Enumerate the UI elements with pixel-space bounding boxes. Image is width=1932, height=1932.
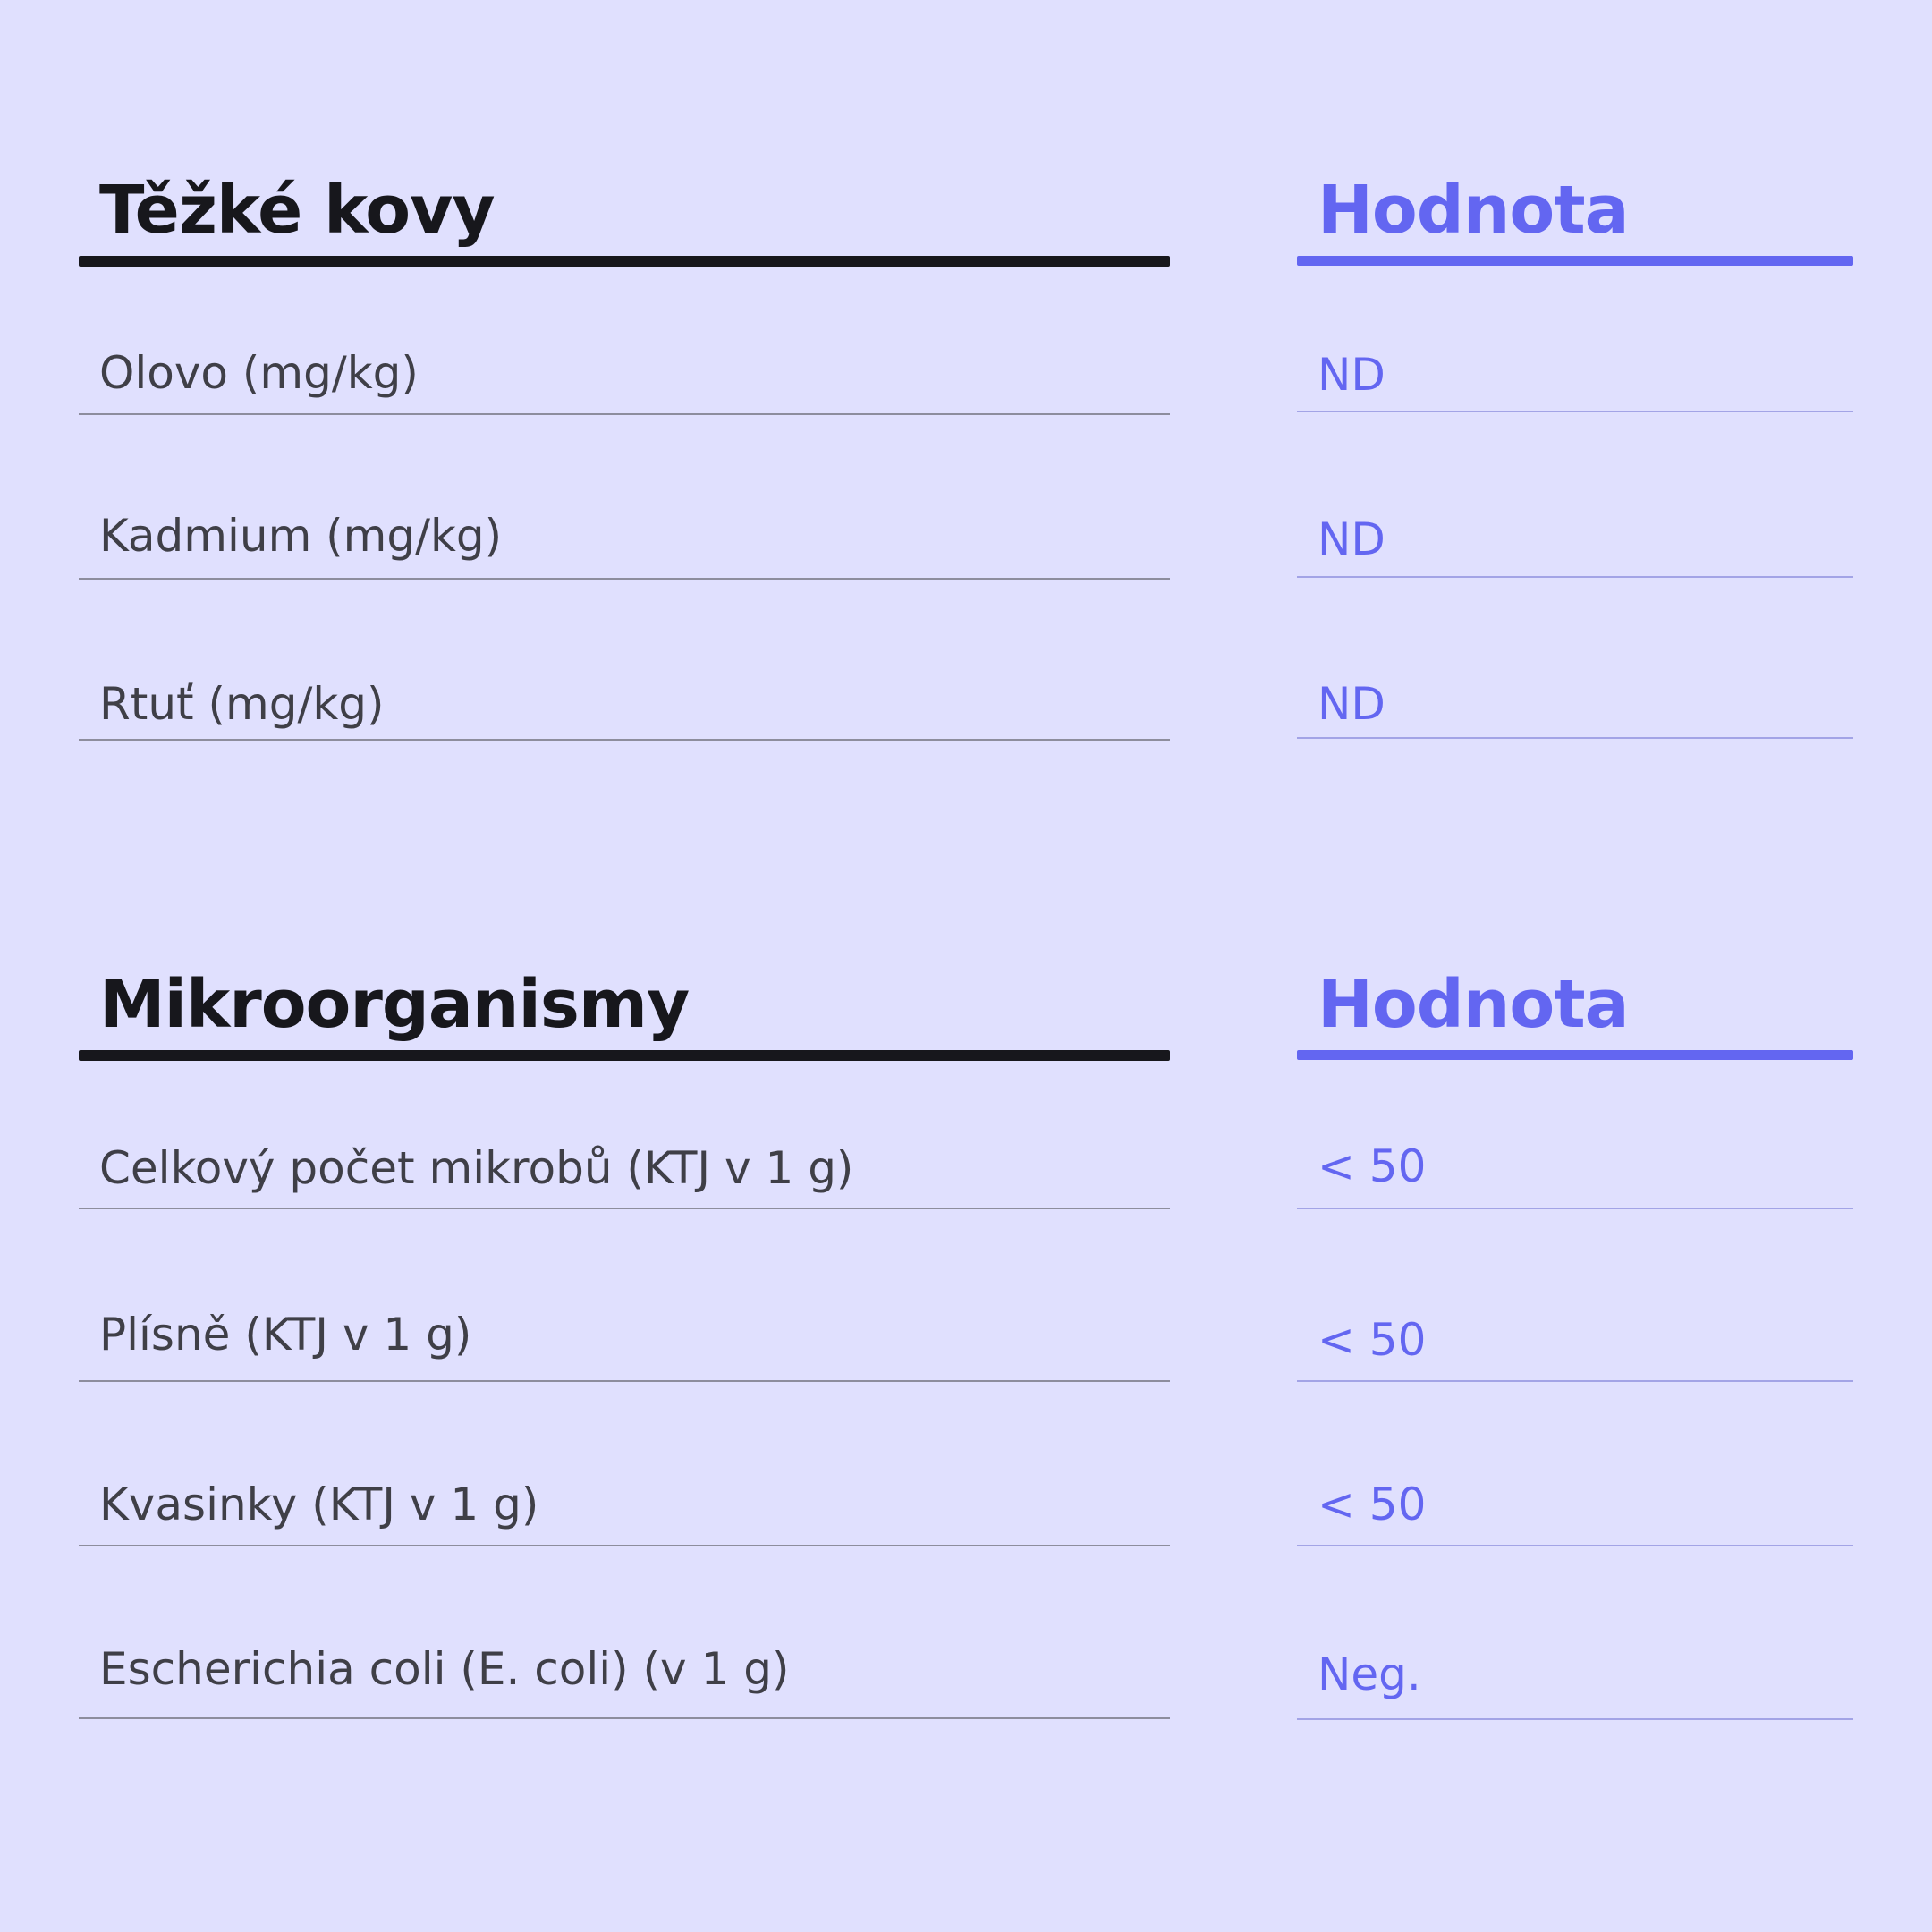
row-value-divider — [1297, 1718, 1853, 1720]
value-column-title: Hodnota — [1318, 966, 1629, 1043]
heavy-metals-header — [79, 0, 1170, 268]
row-divider — [79, 413, 1170, 415]
row-value-divider — [1297, 1380, 1853, 1382]
row-value-divider — [1297, 737, 1853, 739]
row-value: < 50 — [1318, 1479, 1427, 1530]
row-value: Neg. — [1318, 1648, 1421, 1700]
heavy-metals-value-header — [1297, 0, 1853, 268]
row-divider — [79, 578, 1170, 580]
section-title: Těžké kovy — [99, 172, 495, 249]
row-label: Escherichia coli (E. coli) (v 1 g) — [99, 1643, 790, 1695]
value-header-divider — [1297, 1050, 1853, 1060]
row-value-divider — [1297, 1545, 1853, 1546]
header-divider — [79, 256, 1170, 267]
value-header-divider — [1297, 256, 1853, 266]
row-divider — [79, 1380, 1170, 1382]
row-value-divider — [1297, 576, 1853, 578]
row-value-divider — [1297, 1208, 1853, 1209]
row-label: Rtuť (mg/kg) — [99, 678, 385, 730]
section-title: Mikroorganismy — [99, 966, 690, 1043]
row-label: Kvasinky (KTJ v 1 g) — [99, 1479, 539, 1530]
row-divider — [79, 739, 1170, 741]
microorganisms-header — [79, 794, 1170, 1063]
row-value-divider — [1297, 411, 1853, 412]
row-label: Plísně (KTJ v 1 g) — [99, 1309, 472, 1360]
row-label: Celkový počet mikrobů (KTJ v 1 g) — [99, 1142, 854, 1194]
row-divider — [79, 1208, 1170, 1209]
row-value: ND — [1318, 349, 1385, 401]
row-value: ND — [1318, 678, 1385, 730]
row-label: Kadmium (mg/kg) — [99, 510, 503, 562]
header-divider — [79, 1050, 1170, 1061]
row-divider — [79, 1717, 1170, 1719]
row-value: < 50 — [1318, 1140, 1427, 1192]
row-label: Olovo (mg/kg) — [99, 347, 419, 399]
row-value: ND — [1318, 513, 1385, 565]
row-value: < 50 — [1318, 1314, 1427, 1366]
value-column-title: Hodnota — [1318, 172, 1629, 249]
microorganisms-value-header — [1297, 794, 1853, 1063]
row-divider — [79, 1545, 1170, 1546]
